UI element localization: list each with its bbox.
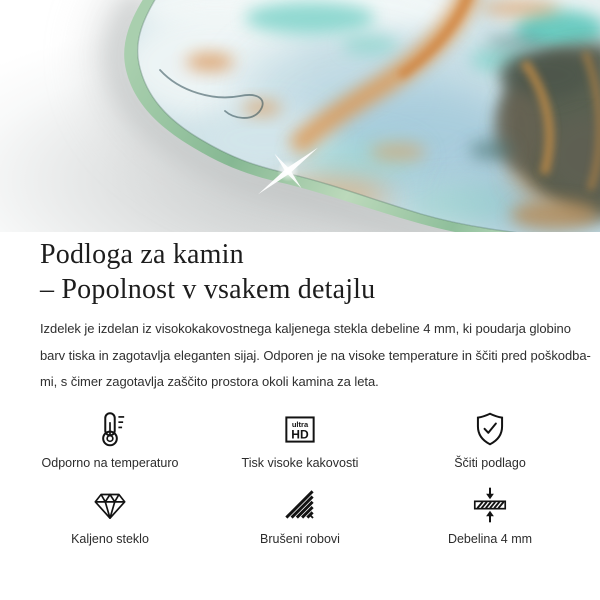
description-line: barv tiska in zagotavlja eleganten sijaj. Odporen je na visoke temperature in ščiti pred poškodba- bbox=[40, 347, 591, 363]
thermometer-icon bbox=[89, 408, 131, 450]
feature-label: Odporno na temperaturo bbox=[41, 455, 179, 470]
thickness-icon bbox=[469, 484, 511, 526]
feature-beveled-edges bbox=[205, 484, 395, 546]
feature-label: Kaljeno steklo bbox=[71, 531, 149, 546]
beveled-edges-icon bbox=[279, 484, 321, 526]
feature-label: Ščiti podlago bbox=[454, 455, 526, 470]
feature-thickness bbox=[395, 484, 585, 546]
feature-grid bbox=[15, 408, 600, 546]
product-hero-image bbox=[0, 0, 600, 232]
feature-tempered-glass bbox=[15, 484, 205, 546]
feature-heat-resistant bbox=[15, 408, 205, 470]
shield-check-icon bbox=[469, 408, 511, 450]
ultra-hd-badge-bottom: HD bbox=[291, 426, 309, 441]
feature-label: Brušeni robovi bbox=[260, 531, 340, 546]
ultra-hd-badge-top: ultra bbox=[291, 419, 309, 429]
feature-protects-surface bbox=[395, 408, 585, 470]
page-title-line1: Podloga za kamin bbox=[40, 239, 244, 270]
description-line: mi, s čimer zagotavlja zaščito prostora okoli kamina za leta. bbox=[40, 374, 379, 389]
feature-print-quality bbox=[205, 408, 395, 470]
feature-label: Debelina 4 mm bbox=[447, 531, 533, 546]
diamond-icon bbox=[89, 484, 131, 526]
feature-label: Tisk visoke kakovosti bbox=[241, 455, 359, 470]
page-title bbox=[40, 237, 562, 307]
page-title-line2: – Popolnost v vsakem detajlu bbox=[40, 274, 376, 305]
ultra-hd-icon bbox=[279, 408, 321, 450]
description-line: Izdelek je izdelan iz visokokakovostnega kaljenega stekla debeline 4 mm, ki poudarja globino bbox=[40, 321, 571, 336]
product-description bbox=[40, 316, 600, 396]
